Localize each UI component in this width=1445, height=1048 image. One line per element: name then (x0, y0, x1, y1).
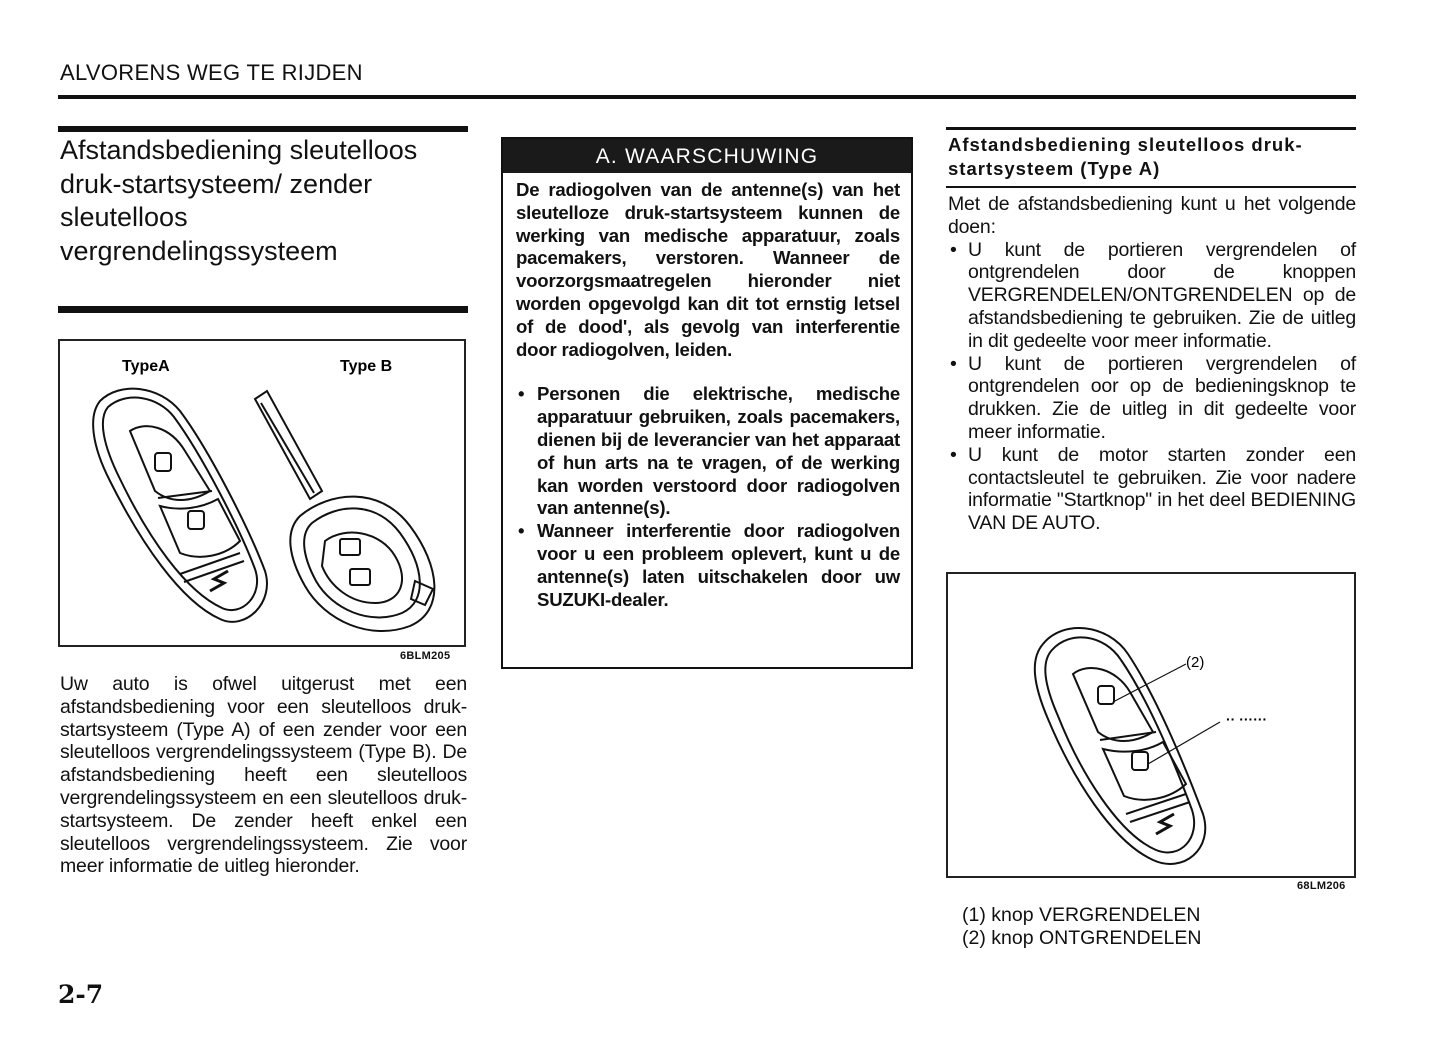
warning-bullet: • Personen die elektrische, medische apparatuur gebruiken, zoals pacemakers, dienen bij de leverancier van het apparaat of hun arts na te vragen, of de werking kan worden verstoord door radiogolven van antenne(s). (516, 383, 900, 520)
key-types-figure (58, 339, 466, 647)
legend-item: (1) knop VERGRENDELEN (962, 904, 1201, 926)
type-b-label: Type B (340, 358, 393, 375)
intro-paragraph: Uw auto is ofwel uitgerust met een afstandsbediening voor een sleutelloos druk-startsysteem (Type A) of een zender voor een sleutelloos vergrendelingssysteem (Type B). De afstandsbediening heeft een sleutelloos vergrendelingssysteem en een sleutelloos druk-startsysteem. De zender heeft enkel een sleutelloos vergrendelingssysteem. Zie voor meer informatie de uitleg hieronder. (60, 673, 467, 878)
subsection-body (948, 193, 1356, 535)
subsection-title: Afstandsbediening sleutelloos druk-startsysteem (Type A) (948, 134, 1303, 179)
smart-key-fob-icon (93, 389, 267, 622)
header-rule (58, 95, 1356, 99)
key-types-illustration (60, 341, 464, 645)
warning-body (516, 179, 900, 611)
figure-legend (962, 904, 1201, 950)
remote-figure (946, 572, 1356, 878)
section-title: Afstandsbediening sleutelloos druk-startsysteem/ zender sleutelloos vergrendelingssysteem (60, 135, 418, 266)
subsection-rule-top (946, 127, 1356, 130)
feature-item: • U kunt de portieren vergrendelen of ontgrendelen door de knoppen VERGRENDELEN/ONTGRENDELEN op de afstandsbediening te gebruiken. Zie de uitleg in dit gedeelte voor meer informatie. (948, 239, 1356, 353)
feature-list (948, 239, 1356, 535)
warning-bullet-list (516, 383, 900, 611)
figure-code: 6BLM205 (400, 650, 451, 662)
section-rule-bottom (58, 306, 468, 313)
subsection-intro: Met de afstandsbediening kunt u het volgende doen: (948, 193, 1356, 238)
remote-illustration (948, 574, 1354, 876)
figure-code: 68LM206 (1297, 880, 1346, 892)
warning-box (501, 137, 913, 669)
section-rule-top (58, 126, 468, 132)
warning-heading: A. WAARSCHUWING (503, 139, 911, 173)
transmitter-key-icon (255, 391, 434, 631)
type-a-label: TypeA (122, 358, 170, 375)
callout-1: ·· ······ (1226, 711, 1268, 727)
warning-text: De radiogolven van de antenne(s) van het sleutelloze druk-startsysteem kunnen de werking van medische apparatuur, zoals pacemakers, verstoren. Wanneer de voorzorgsmaatregelen hieronder niet worden opgevolgd kan dit tot ernstig letsel of de dood', als gevolg van interferentie door radiogolven, leiden. (516, 179, 900, 360)
page-number: 2-7 (58, 980, 104, 1009)
warning-bullet: • Wanneer interferentie door radiogolven voor u een probleem oplevert, kunt u de antenne(s) laten uitschakelen door uw SUZUKI-dealer. (516, 520, 900, 611)
feature-item: • U kunt de portieren vergrendelen of ontgrendelen oor op de bedieningsknop te drukken. Zie de uitleg in dit gedeelte voor meer informatie. (948, 353, 1356, 444)
subsection-rule-bottom (946, 186, 1356, 188)
legend-item: (2) knop ONTGRENDELEN (962, 927, 1202, 949)
callout-2: (2) (1186, 654, 1205, 671)
feature-item: • U kunt de motor starten zonder een contactsleutel te gebruiken. Zie voor nadere informatie "Startknop" in het deel BEDIENING VAN DE AUTO. (948, 444, 1356, 535)
running-header: ALVORENS WEG TE RIJDEN (60, 60, 363, 85)
